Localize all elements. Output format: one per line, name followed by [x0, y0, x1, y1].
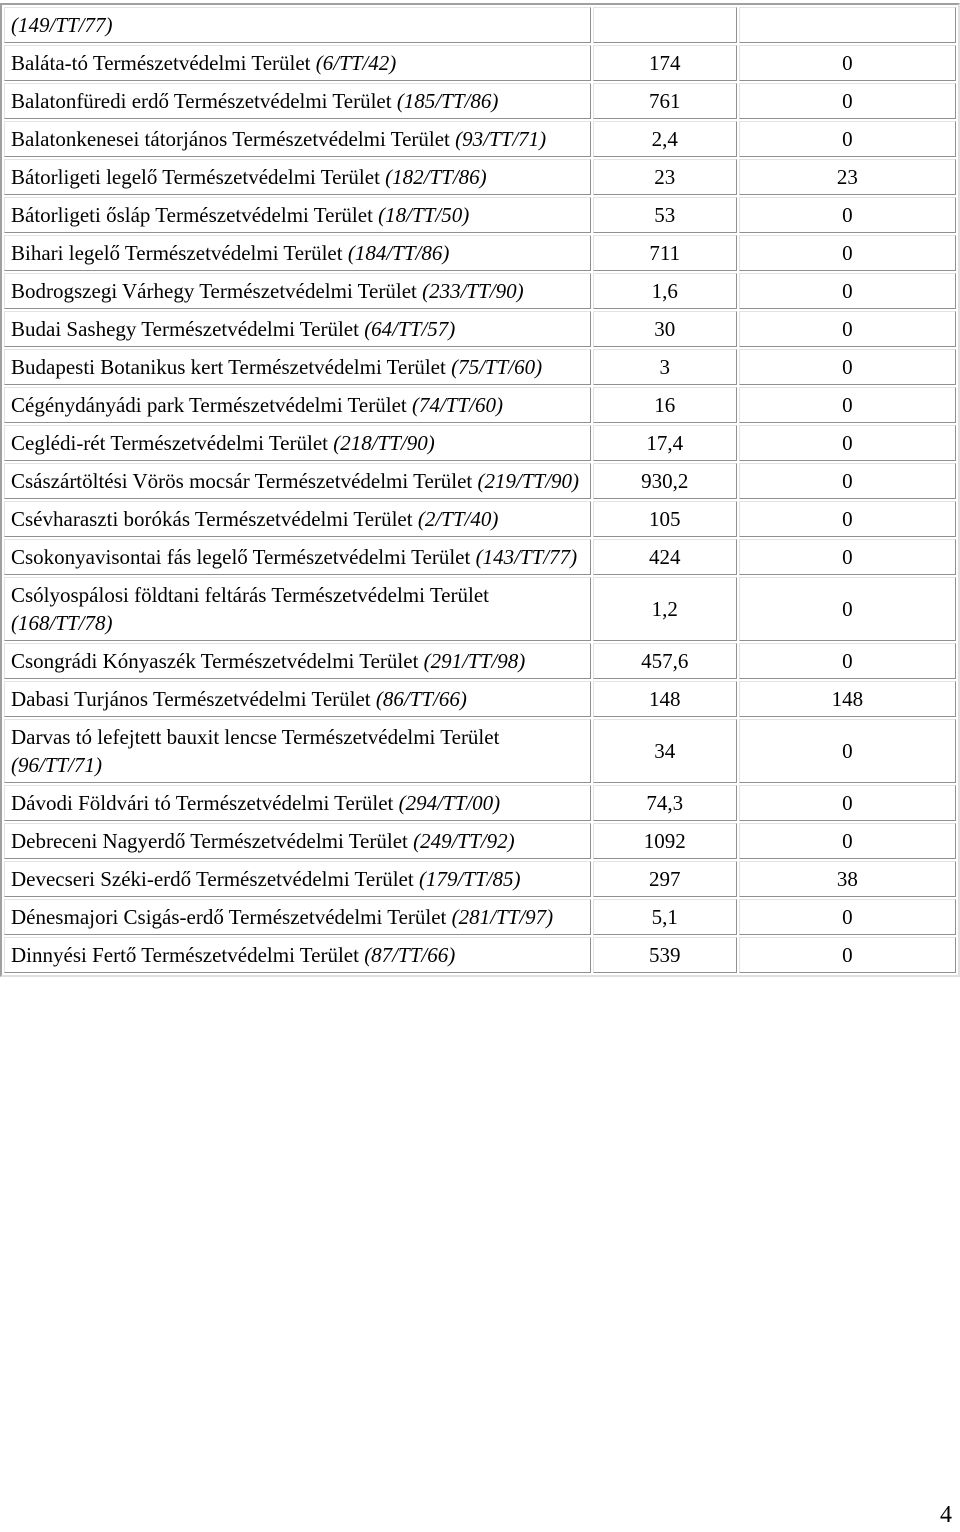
table-row: [4, 463, 956, 499]
value-cell: 148: [739, 681, 956, 717]
area-size-cell: 34: [593, 719, 737, 783]
area-name-cell: [4, 719, 591, 783]
area-code: (218/TT/90): [333, 431, 435, 455]
area-name: Baláta-tó Természetvédelmi Terület: [11, 51, 316, 75]
protected-areas-table: [0, 3, 960, 977]
table-row: [4, 311, 956, 347]
area-name: Ceglédi-rét Természetvédelmi Terület: [11, 431, 334, 455]
area-name: Császártöltési Vörös mocsár Természetvédelmi Terület: [11, 469, 478, 493]
area-code: (294/TT/00): [398, 791, 501, 815]
area-name-cell: [4, 681, 591, 717]
area-name: Bihari legelő Természetvédelmi Terület: [11, 241, 348, 265]
area-code: (249/TT/92): [413, 829, 515, 853]
area-name-cell: [4, 577, 591, 641]
area-size-cell: 17,4: [593, 425, 737, 461]
value-cell: 0: [739, 463, 956, 499]
table-row: [4, 387, 956, 423]
table-row: [4, 823, 956, 859]
area-name: Dénesmajori Csigás-erdő Természetvédelmi Terület: [11, 905, 452, 929]
area-size-cell: 148: [593, 681, 737, 717]
table-row: [4, 425, 956, 461]
table-row: [4, 197, 956, 233]
table-row: [4, 273, 956, 309]
value-cell: 0: [739, 937, 956, 973]
value-cell: 0: [739, 785, 956, 821]
area-code: (185/TT/86): [396, 89, 499, 113]
table-row: [4, 681, 956, 717]
value-cell: 0: [739, 643, 956, 679]
area-name-cell: [4, 539, 591, 575]
table-row: [4, 861, 956, 897]
area-code: (96/TT/71): [11, 753, 103, 777]
table-row: [4, 937, 956, 973]
area-name-cell: [4, 311, 591, 347]
area-name: Bátorligeti ősláp Természetvédelmi Terület: [11, 203, 379, 227]
area-name-cell: [4, 197, 591, 233]
area-size-cell: 711: [593, 235, 737, 271]
area-size-cell: 105: [593, 501, 737, 537]
area-size-cell: 1,2: [593, 577, 737, 641]
area-size-cell: [593, 7, 737, 43]
area-size-cell: 53: [593, 197, 737, 233]
area-code: (233/TT/90): [422, 279, 524, 303]
value-cell: 0: [739, 83, 956, 119]
value-cell: 0: [739, 899, 956, 935]
area-name-cell: [4, 501, 591, 537]
area-name-cell: [4, 83, 591, 119]
area-name-cell: [4, 425, 591, 461]
value-cell: 23: [739, 159, 956, 195]
value-cell: [739, 7, 956, 43]
area-code: (182/TT/86): [385, 165, 487, 189]
area-name: Bátorligeti legelő Természetvédelmi Terület: [11, 165, 386, 189]
value-cell: 0: [739, 577, 956, 641]
area-code: (75/TT/60): [451, 355, 543, 379]
area-code: (93/TT/71): [455, 127, 547, 151]
area-size-cell: 16: [593, 387, 737, 423]
area-name-cell: [4, 899, 591, 935]
table-row: [4, 539, 956, 575]
area-name: Dávodi Földvári tó Természetvédelmi Terület: [11, 791, 399, 815]
area-size-cell: 30: [593, 311, 737, 347]
area-size-cell: 5,1: [593, 899, 737, 935]
value-cell: 0: [739, 311, 956, 347]
value-cell: 0: [739, 235, 956, 271]
table-row: [4, 159, 956, 195]
area-name-cell: [4, 387, 591, 423]
area-name: Darvas tó lefejtett bauxit lencse Természetvédelmi Terület: [11, 725, 500, 749]
table-row: [4, 643, 956, 679]
area-code: (2/TT/40): [417, 507, 499, 531]
area-code: (168/TT/78): [11, 611, 113, 635]
area-code: (86/TT/66): [375, 687, 467, 711]
table-row: [4, 577, 956, 641]
area-name-cell: [4, 785, 591, 821]
area-size-cell: 74,3: [593, 785, 737, 821]
table-row: [4, 785, 956, 821]
value-cell: 0: [739, 121, 956, 157]
area-name: Csongrádi Kónyaszék Természetvédelmi Terület: [11, 649, 424, 673]
area-code: (184/TT/86): [347, 241, 450, 265]
value-cell: 0: [739, 719, 956, 783]
table-row: [4, 83, 956, 119]
value-cell: 0: [739, 45, 956, 81]
area-name: Debreceni Nagyerdő Természetvédelmi Terület: [11, 829, 414, 853]
area-size-cell: 539: [593, 937, 737, 973]
area-size-cell: 3: [593, 349, 737, 385]
area-code: (18/TT/50): [378, 203, 470, 227]
area-size-cell: 1092: [593, 823, 737, 859]
area-name: Balatonkenesei tátorjános Természetvédelmi Terület: [11, 127, 456, 151]
area-code: (219/TT/90): [477, 469, 580, 493]
area-code: (143/TT/77): [475, 545, 578, 569]
value-cell: 0: [739, 349, 956, 385]
value-cell: 0: [739, 387, 956, 423]
area-name: Csévharaszti borókás Természetvédelmi Terület: [11, 507, 418, 531]
area-name-cell: [4, 235, 591, 271]
area-size-cell: 297: [593, 861, 737, 897]
area-name-cell: [4, 823, 591, 859]
area-code: (87/TT/66): [364, 943, 456, 967]
area-name-cell: [4, 273, 591, 309]
area-name-cell: [4, 121, 591, 157]
table-row: [4, 349, 956, 385]
area-code: (281/TT/97): [451, 905, 554, 929]
area-size-cell: 2,4: [593, 121, 737, 157]
area-name: Balatonfüredi erdő Természetvédelmi Terület: [11, 89, 397, 113]
area-size-cell: 1,6: [593, 273, 737, 309]
area-name: Cégénydányádi park Természetvédelmi Terület: [11, 393, 412, 417]
area-size-cell: 424: [593, 539, 737, 575]
table-row: [4, 45, 956, 81]
area-name: Devecseri Széki-erdő Természetvédelmi Terület: [11, 867, 419, 891]
table-row: [4, 121, 956, 157]
area-name-cell: [4, 349, 591, 385]
area-name: Dabasi Turjános Természetvédelmi Terület: [11, 687, 376, 711]
table-row: [4, 7, 956, 43]
area-name-cell: [4, 861, 591, 897]
table-row: [4, 235, 956, 271]
area-code: (149/TT/77): [11, 13, 113, 37]
area-size-cell: 457,6: [593, 643, 737, 679]
table-body: [4, 7, 956, 973]
area-name-cell: [4, 937, 591, 973]
area-name-cell: [4, 7, 591, 43]
page-number: 4: [940, 1502, 952, 1528]
area-size-cell: 761: [593, 83, 737, 119]
area-size-cell: 174: [593, 45, 737, 81]
area-code: (74/TT/60): [411, 393, 503, 417]
table-row: [4, 899, 956, 935]
area-name-cell: [4, 159, 591, 195]
area-code: (291/TT/98): [423, 649, 526, 673]
area-name: Budapesti Botanikus kert Természetvédelmi Terület: [11, 355, 452, 379]
area-name-cell: [4, 643, 591, 679]
area-code: (179/TT/85): [418, 867, 521, 891]
area-size-cell: 23: [593, 159, 737, 195]
value-cell: 0: [739, 273, 956, 309]
area-name: Dinnyési Fertő Természetvédelmi Terület: [11, 943, 365, 967]
value-cell: 0: [739, 425, 956, 461]
area-code: (6/TT/42): [315, 51, 397, 75]
table-row: [4, 501, 956, 537]
table-row: [4, 719, 956, 783]
area-name: Csólyospálosi földtani feltárás Természetvédelmi Terület: [11, 583, 489, 607]
value-cell: 0: [739, 539, 956, 575]
area-name: Budai Sashegy Természetvédelmi Terület: [11, 317, 365, 341]
value-cell: 0: [739, 823, 956, 859]
area-size-cell: 930,2: [593, 463, 737, 499]
value-cell: 0: [739, 501, 956, 537]
area-code: (64/TT/57): [364, 317, 456, 341]
value-cell: 0: [739, 197, 956, 233]
area-name: Bodrogszegi Várhegy Természetvédelmi Terület: [11, 279, 423, 303]
area-name: Csokonyavisontai fás legelő Természetvédelmi Terület: [11, 545, 476, 569]
value-cell: 38: [739, 861, 956, 897]
area-name-cell: [4, 463, 591, 499]
area-name-cell: [4, 45, 591, 81]
